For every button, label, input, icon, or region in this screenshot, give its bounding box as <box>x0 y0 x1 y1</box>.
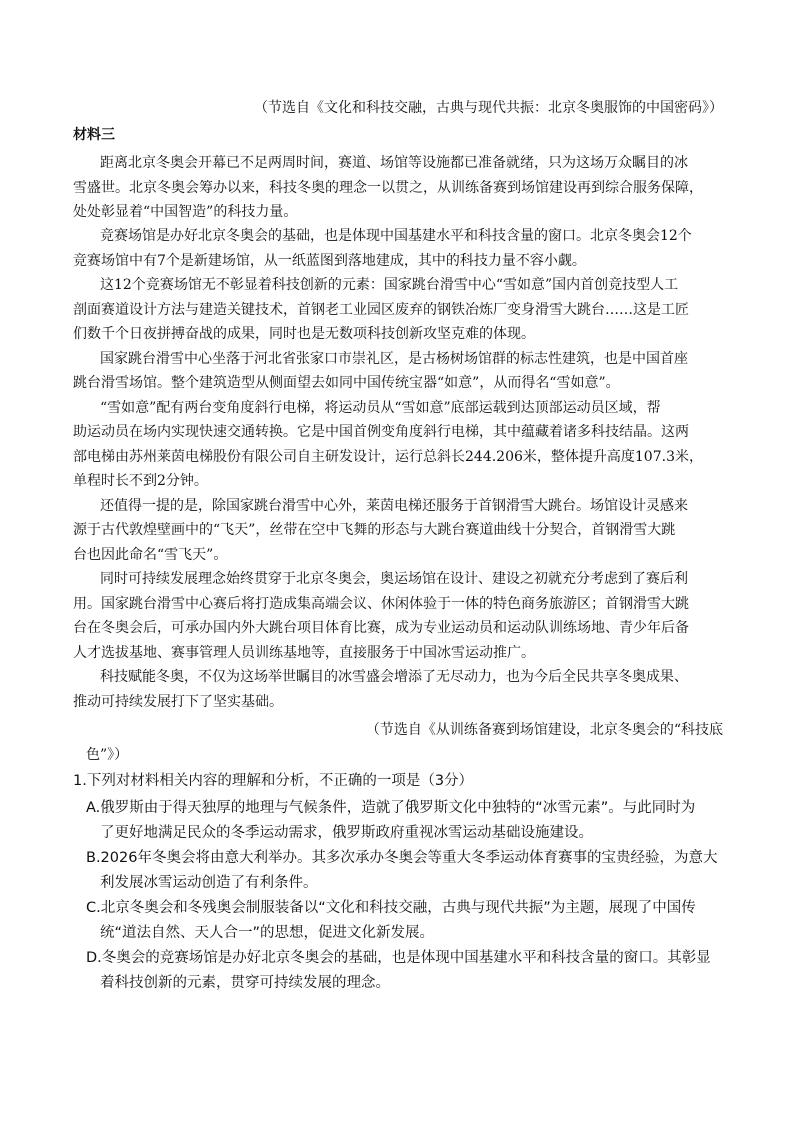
paragraph-line: 还值得一提的是，除国家跳台滑雪中心外，莱茵电梯还服务于首钢滑雪大跳台。场馆设计灵感来 <box>100 498 688 514</box>
paragraph-line: “雪如意”配有两台变角度斜行电梯，将运动员从“雪如意”底部运载到达顶部运动员区域，帮 <box>100 400 661 416</box>
option-b-cont: 利发展冰雪运动创造了有利条件。 <box>100 875 318 891</box>
paragraph-line: 同时可持续发展理念始终贯穿于北京冬奥会，奥运场馆在设计、建设之初就充分考虑到了赛后利 <box>100 571 688 587</box>
paragraph-line: 助运动员在场内实现快速交通转换。它是中国首例变角度斜行电梯，其中蕴藏着诸多科技结晶。这两 <box>73 424 689 440</box>
paragraph-line: 距离北京冬奥会开幕已不足两周时间，赛道、场馆等设施都已准备就绪，只为这场万众瞩目的冰 <box>100 155 688 171</box>
paragraph-line: 跳台滑雪场馆。整个建筑造型从侧面望去如同中国传统宝器“如意”，从而得名“雪如意”。 <box>73 375 620 391</box>
option-c-cont: 统“道法自然、天人合一”的思想，促进文化新发展。 <box>100 925 435 941</box>
paragraph-line: 竞赛场馆是办好北京冬奥会的基础，也是体现中国基建水平和科技含量的窗口。北京冬奥会12个 <box>100 228 692 244</box>
question-stem: 1.下列对材料相关内容的理解和分析，不正确的一项是（3分） <box>73 773 474 789</box>
option-b: B.2026年冬奥会将由意大利举办。其多次承办冬奥会等重大冬季运动体育赛事的宝贵经验，为意大 <box>86 850 718 866</box>
paragraph-line: 部电梯由苏州莱茵电梯股份有限公司自主研发设计，运行总斜长244.206米，整体提升高度107.3米， <box>73 449 703 465</box>
paragraph-line: 处处彰显着“中国智造”的科技力量。 <box>73 204 298 220</box>
paragraph-line: 源于古代敦煌壁画中的“飞天”，丝带在空中飞舞的形态与大跳台赛道曲线十分契合，首钢滑雪大跳 <box>73 522 676 538</box>
option-a: A.俄罗斯由于得天独厚的地理与气候条件，造就了俄罗斯文化中独特的“冰雪元素”。与此同时为 <box>86 800 696 816</box>
paragraph-line: 剖面赛道设计方法与建造关键技术，首钢老工业园区废弃的钢铁冶炼厂变身滑雪大跳台……这是工匠 <box>73 302 689 318</box>
option-c: C.北京冬奥会和冬残奥会制服装备以“文化和科技交融，古典与现代共振”为主题，展现了中国传 <box>86 900 696 916</box>
source-citation-2-cont: 色”》） <box>86 747 129 763</box>
option-a-cont: 了更好地满足民众的冬季运动需求，俄罗斯政府重视冰雪运动基础设施建设。 <box>100 825 593 841</box>
paragraph-line: 用。国家跳台滑雪中心赛后将打造成集高端会议、休闲体验于一体的特色商务旅游区；首钢滑雪大跳 <box>73 596 689 612</box>
paragraph-line: 台也因此命名“雪飞天”。 <box>73 547 228 563</box>
paragraph-line: 单程时长不到2分钟。 <box>73 473 208 489</box>
source-citation-1: （节选自《文化和科技交融，古典与现代共振：北京冬奥服饰的中国密码》） <box>254 100 723 116</box>
option-d: D.冬奥会的竞赛场馆是办好北京冬奥会的基础，也是体现中国基建水平和科技含量的窗口。其彰显 <box>86 950 711 966</box>
paragraph-line: 竞赛场馆中有7个是新建场馆，从一纸蓝图到落地建成，其中的科技力量不容小觑。 <box>73 253 586 269</box>
option-d-cont: 着科技创新的元素，贯穿可持续发展的理念。 <box>100 975 390 991</box>
source-citation-2: （节选自《从训练备赛到场馆建设，北京冬奥会的“科技底 <box>365 722 723 738</box>
paragraph-line: 人才选拔基地、赛事管理人员训练基地等，直接服务于中国冰雪运动推广。 <box>73 645 535 661</box>
paragraph-line: 国家跳台滑雪中心坐落于河北省张家口市崇礼区，是古杨树场馆群的标志性建筑，也是中国首座 <box>100 351 688 367</box>
paragraph-line: 们数千个日夜拼搏奋战的成果，同时也是无数项科技创新攻坚克难的体现。 <box>73 326 535 342</box>
paragraph-line: 雪盛世。北京冬奥会筹办以来，科技冬奥的理念一以贯之，从训练备赛到场馆建设再到综合服务保障， <box>73 180 703 196</box>
material-heading: 材料三 <box>73 127 115 143</box>
paragraph-line: 这12个竞赛场馆无不彰显着科技创新的元素：国家跳台滑雪中心“雪如意”国内首创竞技型人工 <box>100 277 679 293</box>
paragraph-line: 推动可持续发展打下了坚实基础。 <box>73 694 283 710</box>
paragraph-line: 台在冬奥会后，可承办国内外大跳台项目体育比赛，成为专业运动员和运动队训练场地、青少年后备 <box>73 620 689 636</box>
paragraph-line: 科技赋能冬奥，不仅为这场举世瞩目的冰雪盛会增添了无尽动力，也为今后全民共享冬奥成果、 <box>100 669 688 685</box>
